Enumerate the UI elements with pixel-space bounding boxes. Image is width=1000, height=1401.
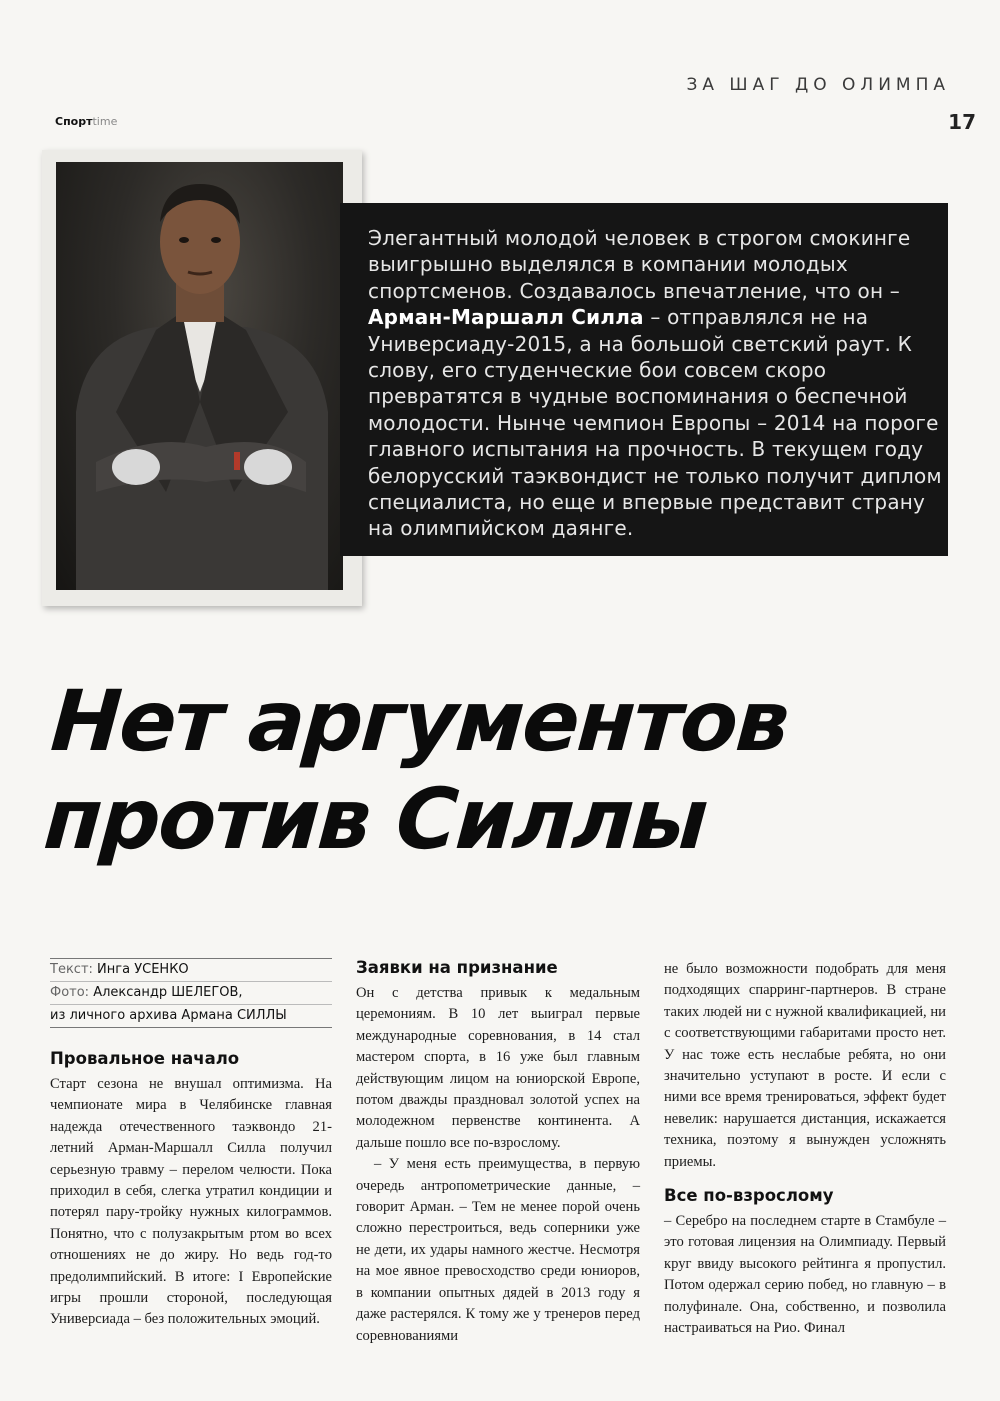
athlete-photo-frame [42, 150, 362, 606]
headline-line-1: Нет аргументов [48, 672, 791, 770]
subheading-vse-po-vzroslomu: Все по-взрослому [664, 1186, 834, 1206]
col3-paragraph-1: не было возможности подобрать для меня подходящих спарринг-партнеров. В стране таких людей ни с нужной квалификацией, ни с соответствующими габаритами просто нет. У нас тоже есть неслабые ребята, но они значительно уступают в росте. И если с ними все время тренироваться, эффект будет невелик: нарушается дистанция, искажается техника, поэтому я вынужден усложнять приемы. [664, 961, 946, 1170]
logo-part-time: time [92, 115, 118, 128]
credit-text-author: Инга УСЕНКО [97, 962, 189, 977]
lead-text-1: Элегантный молодой человек в строгом смокинге выигрышно выделялся в компании молодых спортсменов. Создавалось впечатление, что он – [368, 226, 911, 303]
logo-part-sport: Спорт [55, 115, 93, 128]
col2-paragraph-1: Он с детства привык к медальным церемониям. В 10 лет выиграл первые международные соревнования, в 14 стал мастером спорта, в 16 уже был главным действующим лицом на юниорской Европе, потом дважды праздновал золотой успех на молодежном первенстве континента. А дальше пошло все по-взрослому. [356, 985, 640, 1151]
credit-archive [50, 1005, 332, 1028]
article-column-1 [50, 1048, 332, 1331]
credit-photo-author: Александр ШЕЛЕГОВ, [93, 985, 243, 1000]
headline-line-2: против Силлы [41, 770, 710, 868]
credit-text-label: Текст: [50, 962, 93, 977]
col3-paragraph-2: – Серебро на последнем старте в Стамбуле – это готовая лицензия на Олимпиаду. Первый круг ввиду высокого рейтинга я пропустил. Потом одержал серию побед, но главную – в полуфинале. Она, собственно, и позволила настраиваться на Рио. Финал [664, 1213, 946, 1337]
article-column-3 [664, 959, 946, 1340]
credit-text [50, 959, 332, 982]
lead-paragraph [368, 225, 943, 542]
subheading-provalnoe-nachalo: Провальное начало [50, 1049, 240, 1068]
section-title: ЗА ШАГ ДО ОЛИМПА [686, 75, 950, 95]
credits [50, 958, 332, 1028]
athlete-illustration [56, 162, 343, 590]
athlete-photo [56, 162, 343, 590]
col1-paragraph-1: Старт сезона не внушал оптимизма. На чемпионате мира в Челябинске главная надежда отечественного таэквондо 21-летний Арман-Маршалл Силла получил серьезную травму – перелом челюсти. Пока приходил в себя, слегка утратил кондиции и потерял пару-тройку нужных килограммов. Понятно, что с полузакрытым ртом во всех отношениях не до жиру. Но ведь год-то предолимпийский. В итоге: I Европейские игры прошли стороной, последующая Универсиада – без положительных эмоций. [50, 1076, 332, 1328]
lead-box [340, 203, 948, 556]
credit-archive-text: из личного архива Армана СИЛЛЫ [50, 1008, 287, 1023]
lead-text-2: – отправлялся не на Универсиаду-2015, а на большой светский раут. К слову, его студенческие бои совсем скоро превратятся в чудные воспоминания о беспечной молодости. Нынче чемпион Европы – 2014 на пороге главного испытания на прочность. В текущем году белорусский таэквондист не только получит диплом специалиста, но еще и впервые представит страну на олимпийском даянге. [368, 305, 942, 541]
article-column-2 [356, 957, 640, 1347]
headline [41, 672, 975, 868]
credit-photo [50, 982, 332, 1005]
subheading-zayavki: Заявки на признание [356, 958, 558, 977]
magazine-logo [55, 115, 117, 128]
col2-paragraph-2: – У меня есть преимущества, в первую очередь антропометрические данные, – говорит Арман. – Тем не менее порой очень сложно перестроиться, ведь соперники уже не дети, их удары намного жестче. Несмотря на мое явное превосходство среди юниоров, в компании опытных дядей в 2013 году я даже растерялся. К тому же у тренеров перед соревнованиями [356, 1156, 640, 1344]
credit-photo-label: Фото: [50, 985, 90, 1000]
page-number: 17 [948, 110, 976, 134]
lead-athlete-name: Арман-Маршалл Силла [368, 305, 644, 330]
